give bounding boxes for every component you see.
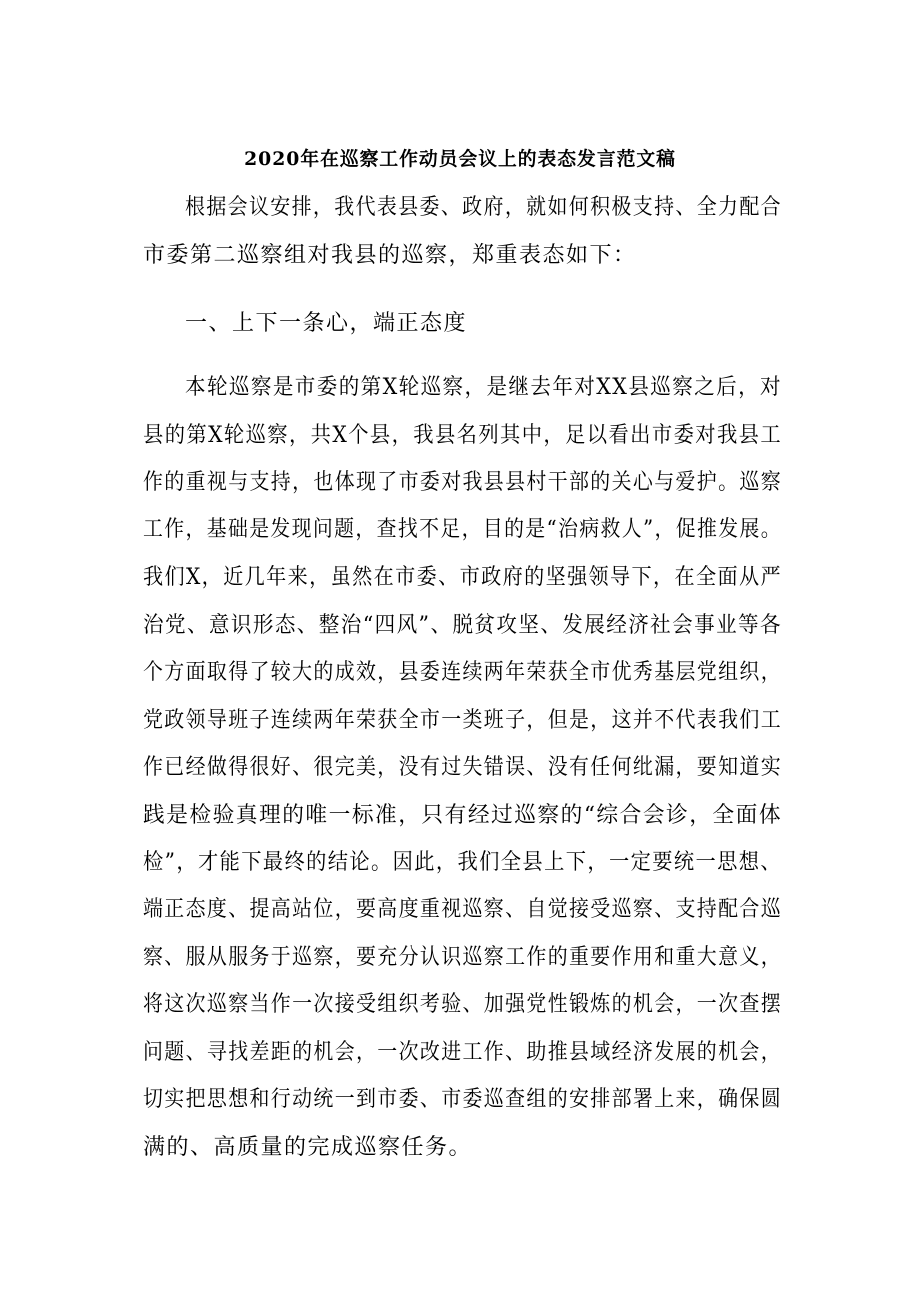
text-line: 将这次巡察当作一次接受组织考验、加强党性锻炼的机会，一次查摆 <box>143 992 783 1017</box>
text-line: 问题、寻找差距的机会，一次改进工作、助推县域经济发展的机会， <box>143 1040 783 1065</box>
text-line: 党政领导班子连续两年荣获全市一类班子，但是，这并不代表我们工 <box>143 708 783 733</box>
text-line: 根据会议安排，我代表县委、政府，就如何积极支持、全力配合 <box>185 195 783 220</box>
text-line: 治党、意识形态、整治“四风”、脱贫攻坚、发展经济社会事业等各 <box>143 613 783 638</box>
text-line: 践是检验真理的唯一标准，只有经过巡察的“综合会诊，全面体 <box>143 803 783 828</box>
text-line: 个方面取得了较大的成效，县委连续两年荣获全市优秀基层党组织， <box>143 660 783 685</box>
text-line: 县的第X轮巡察，共X个县，我县名列其中，足以看出市委对我县工 <box>143 423 783 448</box>
text-line: 满的、高质量的完成巡察任务。 <box>143 1135 473 1160</box>
text-line: 作的重视与支持，也体现了市委对我县县村干部的关心与爱护。巡察 <box>143 470 783 495</box>
text-line: 检”，才能下最终的结论。因此，我们全县上下，一定要统一思想、 <box>143 850 782 875</box>
text-line: 察、服从服务于巡察，要充分认识巡察工作的重要作用和重大意义， <box>143 945 783 970</box>
section-heading: 一、上下一条心，端正态度 <box>185 311 468 336</box>
text-line: 市委第二巡察组对我县的巡察，郑重表态如下： <box>143 243 637 268</box>
text-line: 工作，基础是发现问题，查找不足，目的是“治病救人”，促推发展。 <box>143 517 782 542</box>
text-line: 本轮巡察是市委的第X轮巡察，是继去年对XX县巡察之后，对 <box>185 375 783 400</box>
text-line: 端正态度、提高站位，要高度重视巡察、自觉接受巡察、支持配合巡 <box>143 897 783 922</box>
text-line: 切实把思想和行动统一到市委、市委巡查组的安排部署上来，确保圆 <box>143 1087 783 1112</box>
document-title: 2020年在巡察工作动员会议上的表态发言范文稿 <box>244 148 676 170</box>
text-line: 作已经做得很好、很完美，没有过失错误、没有任何纰漏，要知道实 <box>143 755 783 780</box>
text-line: 我们X，近几年来，虽然在市委、市政府的坚强领导下，在全面从严 <box>143 565 783 590</box>
